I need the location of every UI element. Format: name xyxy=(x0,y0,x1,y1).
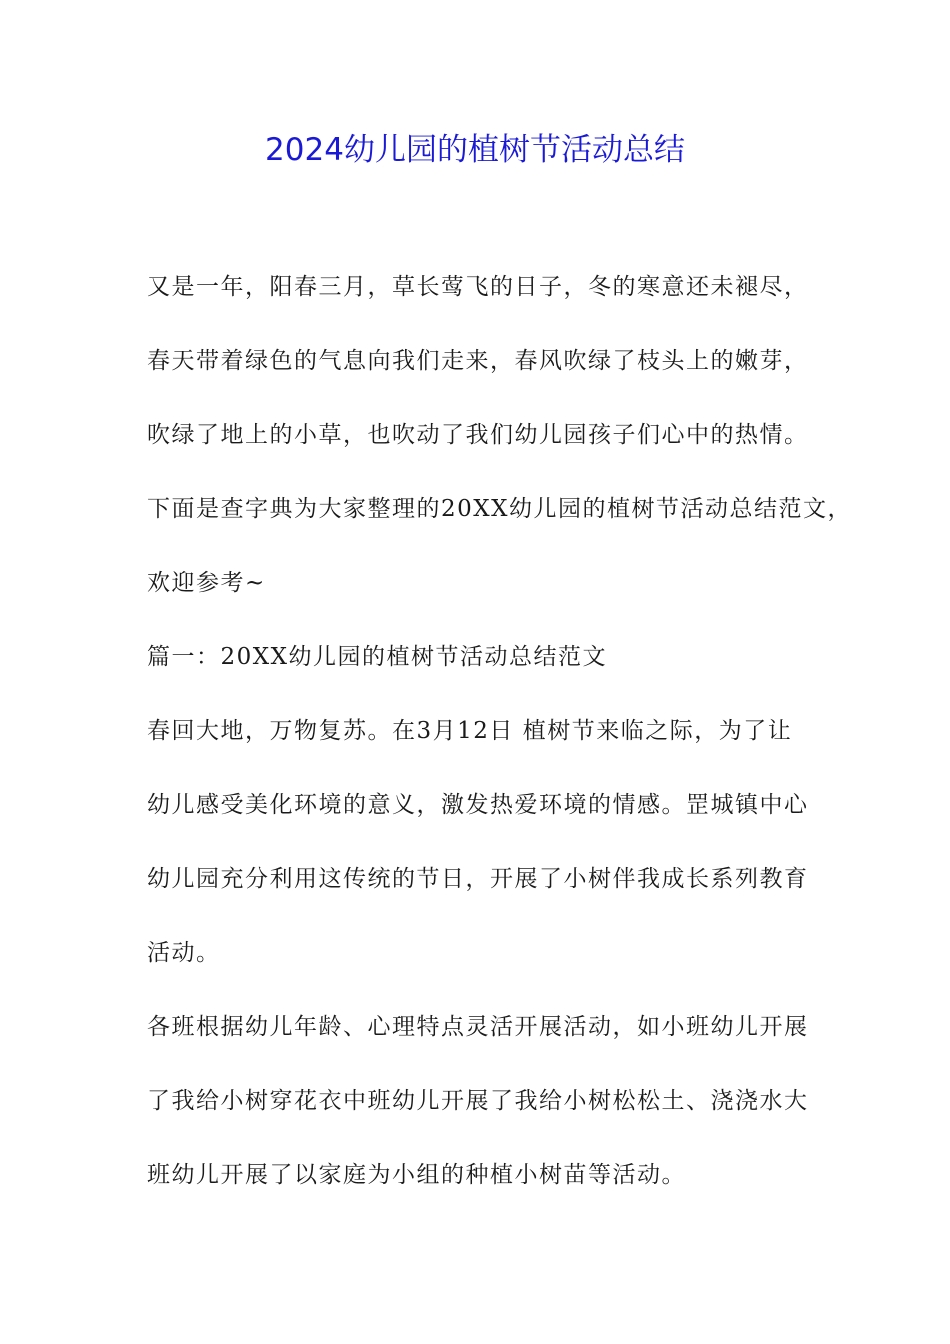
paragraph-line: 欢迎参考~ xyxy=(147,570,266,596)
paragraph-line: 幼儿感受美化环境的意义，激发热爱环境的情感。罡城镇中心 xyxy=(147,792,809,818)
paragraph-line: 了我给小树穿花衣中班幼儿开展了我给小树松松土、浇浇水大 xyxy=(147,1088,809,1114)
paragraph-line: 春回大地，万物复苏。在3月12日 植树节来临之际，为了让 xyxy=(147,718,793,744)
section-heading: 篇一：20XX幼儿园的植树节活动总结范文 xyxy=(147,644,608,670)
paragraph-line: 幼儿园充分利用这传统的节日，开展了小树伴我成长系列教育 xyxy=(147,866,809,892)
paragraph-line: 又是一年，阳春三月，草长莺飞的日子，冬的寒意还未褪尽， xyxy=(147,274,809,300)
paragraph-line: 各班根据幼儿年龄、心理特点灵活开展活动，如小班幼儿开展 xyxy=(147,1014,809,1040)
paragraph-line: 春天带着绿色的气息向我们走来，春风吹绿了枝头上的嫩芽， xyxy=(147,348,809,374)
paragraph-line: 活动。 xyxy=(147,940,221,966)
document-title: 2024幼儿园的植树节活动总结 xyxy=(265,132,685,168)
paragraph-line: 下面是查字典为大家整理的20XX幼儿园的植树节活动总结范文， xyxy=(147,496,853,522)
paragraph-line: 吹绿了地上的小草，也吹动了我们幼儿园孩子们心中的热情。 xyxy=(147,422,809,448)
paragraph-line: 班幼儿开展了以家庭为小组的种植小树苗等活动。 xyxy=(147,1162,686,1188)
